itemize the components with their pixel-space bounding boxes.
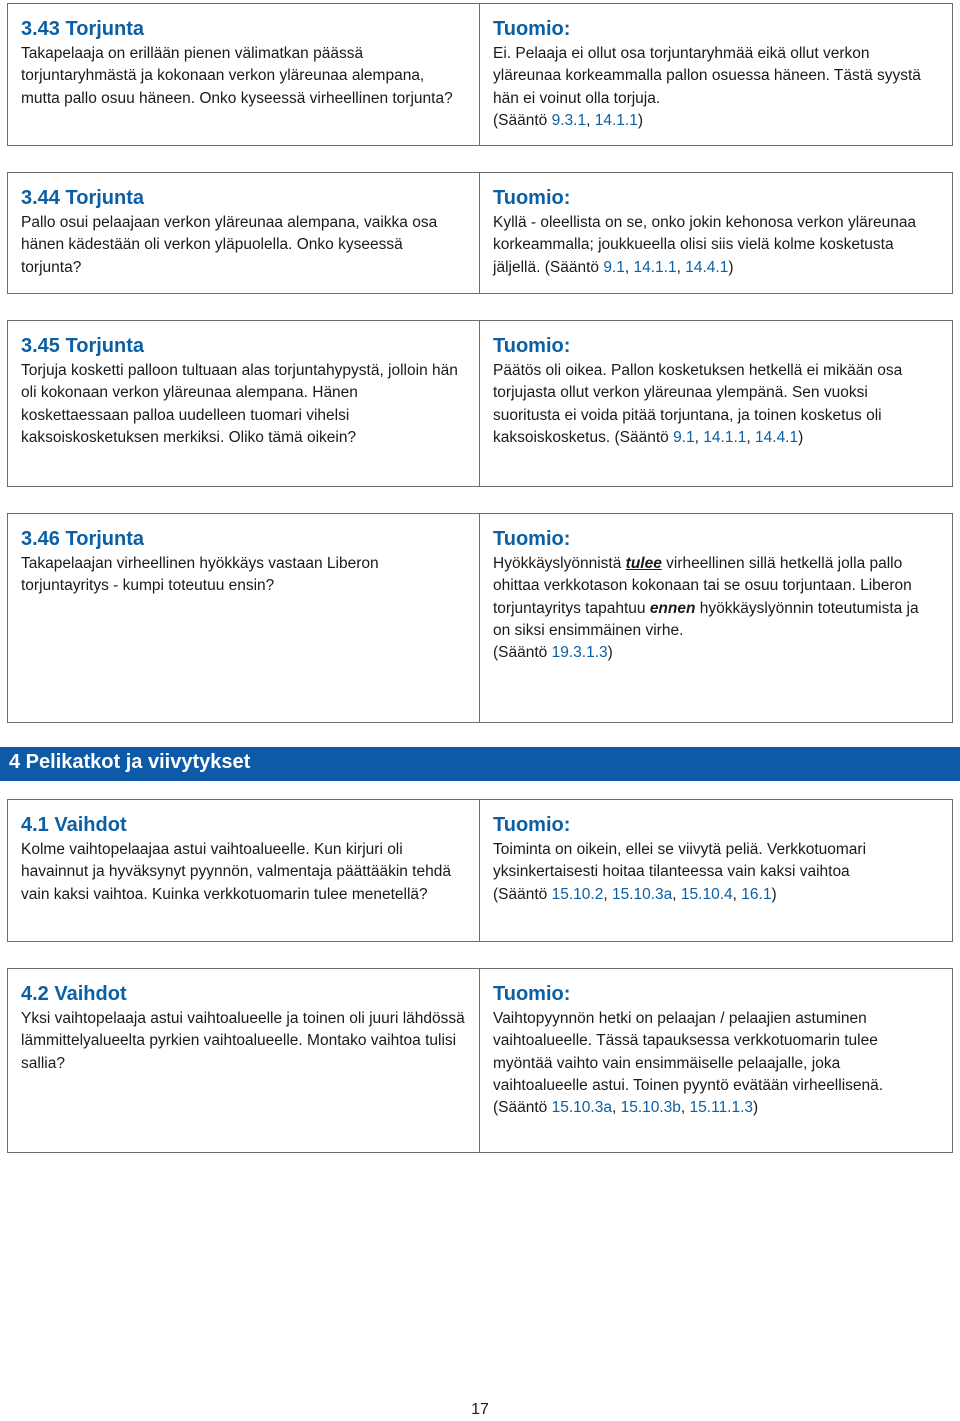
answer-label: Tuomio:	[493, 528, 571, 550]
qa-block-3-46	[7, 513, 953, 723]
answer-column	[480, 514, 952, 722]
rule-ref: 15.10.4	[680, 885, 733, 903]
answer-column	[480, 173, 952, 293]
answer-label: Tuomio:	[493, 814, 571, 836]
qa-block-3-45	[7, 320, 953, 487]
qa-block-4-1	[7, 799, 953, 942]
rule-ref: 14.1.1	[594, 111, 638, 129]
question-column	[8, 173, 480, 293]
question-title: 3.45 Torjunta	[21, 335, 145, 357]
rule-ref: 14.1.1	[703, 428, 747, 446]
question-text: Torjuja kosketti palloon tultuaan alas torjuntahypystä, jolloin hän oli kokonaan verkon yläreunaa alempana. Hänen koskettaessaan palloa uudelleen tuomari vihelsi kaksoiskosketuksen merkiksi. Oliko tämä oikein?	[21, 362, 458, 446]
question-column	[8, 800, 480, 941]
answer-text: Päätös oli oikea. Pallon kosketuksen hetkellä ei mikään osa torjujasta ollut verkon yläreunaa ylempänä. Sen vuoksi suoritusta ei voida pitää torjuntana, ja toinen kosketus oli kaksoiskosketus. (Sääntö 9.1, 14.1.1, 14.4.1)	[493, 362, 903, 446]
rule-ref: 15.10.3a	[551, 1099, 612, 1117]
question-text: Pallo osui pelaajaan verkon yläreunaa alempana, vaikka osa hänen kädestään oli verkon yläpuolella. Onko kyseessä torjunta?	[21, 214, 438, 276]
question-column	[8, 514, 480, 722]
rule-ref: 15.10.3b	[620, 1099, 681, 1117]
rule-ref: 15.10.3a	[611, 885, 673, 903]
answer-column	[480, 4, 952, 145]
question-title: 4.2 Vaihdot	[21, 983, 127, 1005]
question-column	[8, 321, 480, 486]
answer-label: Tuomio:	[493, 187, 571, 209]
page-number: 17	[471, 1401, 489, 1418]
answer-column	[480, 969, 952, 1152]
answer-label: Tuomio:	[493, 983, 571, 1005]
emphasis-text: ennen	[649, 599, 696, 617]
question-text: Kolme vaihtopelaajaa astui vaihtoalueelle. Kun kirjuri oli havainnut ja hyväksynyt pyynnön, valmentaja päättääkin tehdä vain kaksi vaihtoa. Kuinka verkkotuomarin tulee menetellä?	[21, 841, 451, 903]
question-title: 3.43 Torjunta	[21, 18, 145, 40]
question-title: 4.1 Vaihdot	[21, 814, 127, 836]
qa-block-3-44	[7, 172, 953, 294]
rule-ref: 15.11.1.3	[689, 1099, 754, 1117]
question-column	[8, 969, 480, 1152]
answer-text: Vaihtopyynnön hetki on pelaajan / pelaajien astuminen vaihtoalueelle. Tässä tapauksessa verkkotuomarin tulee myöntää vaihto vain ensimmäiselle pelaajalle, joka vaihtoalueelle astui. Toinen pyyntö evätään virheellisenä. (Sääntö 15.10.3a, 15.10.3b, 15.11.1.3)	[493, 1010, 884, 1117]
rule-ref: 15.10.2	[551, 885, 604, 903]
answer-text: Ei. Pelaaja ei ollut osa torjuntaryhmää eikä ollut verkon yläreunaa korkeammalla pallon osuessa häneen. Tästä syystä hän ei voinut olla torjuja. (Sääntö 9.3.1, 14.1.1)	[493, 45, 921, 129]
question-title: 3.46 Torjunta	[21, 528, 145, 550]
question-title: 3.44 Torjunta	[21, 187, 145, 209]
qa-block-3-43	[7, 3, 953, 146]
answer-column	[480, 321, 952, 486]
answer-label: Tuomio:	[493, 18, 571, 40]
rule-ref: 9.3.1	[551, 111, 587, 129]
rule-ref: 14.4.1	[685, 258, 729, 276]
rule-ref: 14.1.1	[633, 258, 677, 276]
answer-text: Hyökkäyslyönnistä tulee virheellinen sillä hetkellä jolla pallo ohittaa verkkotason kokonaan tai se osuu torjuntaan. Liberon torjuntayritys tapahtuu ennen hyökkäyslyönnin toteutumista ja on siksi ensimmäinen virhe. (Sääntö 19.3.1.3)	[493, 555, 919, 662]
rule-ref: 19.3.1.3	[551, 644, 608, 662]
qa-block-4-2	[7, 968, 953, 1153]
rule-ref: 16.1	[741, 885, 772, 903]
rule-ref: 9.1	[673, 428, 695, 446]
emphasis-text: tulee	[625, 555, 662, 572]
answer-label: Tuomio:	[493, 335, 571, 357]
question-text: Takapelaaja on erillään pienen välimatkan päässä torjuntaryhmästä ja kokonaan verkon yläreunaa alempana, mutta pallo osuu häneen. Onko kyseessä virheellinen torjunta?	[21, 45, 453, 107]
question-text: Takapelaajan virheellinen hyökkäys vastaan Liberon torjuntayritys - kumpi toteutuu ensin?	[21, 555, 379, 595]
question-column	[8, 4, 480, 145]
answer-column	[480, 800, 952, 941]
rule-ref: 9.1	[603, 258, 625, 276]
question-text: Yksi vaihtopelaaja astui vaihtoalueelle ja toinen oli juuri lähdössä lämmittelyalueelta pyrkien vaihtoalueelle. Montako vaihtoa tulisi sallia?	[21, 1010, 465, 1072]
answer-text: Toiminta on oikein, ellei se viivytä peliä. Verkkotuomari yksinkertaisesti hoitaa tilanteessa vain kaksi vaihtoa (Sääntö 15.10.2, 15.10.3a, 15.10.4, 16.1)	[493, 841, 867, 903]
rule-ref: 14.4.1	[755, 428, 799, 446]
section-header: 4 Pelikatkot ja viivytykset	[0, 747, 960, 781]
answer-text: Kyllä - oleellista on se, onko jokin kehonosa verkon yläreunaa korkeammalla; joukkueella olisi siis vielä kolme kosketusta jäljellä. (Sääntö 9.1, 14.1.1, 14.4.1)	[493, 214, 917, 276]
